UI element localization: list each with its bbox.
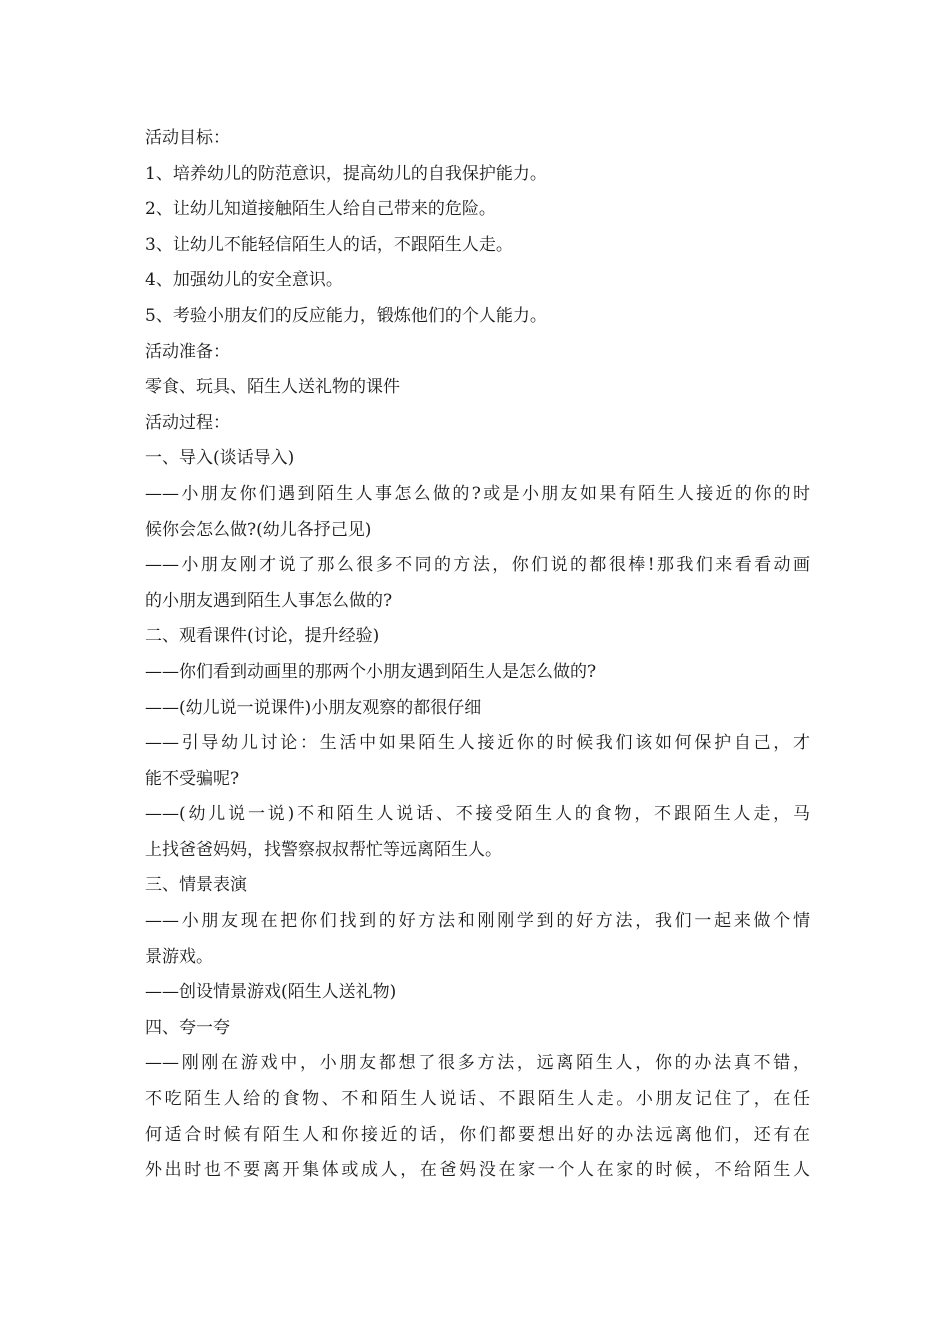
text-line: 能不受骗呢? [145, 768, 240, 789]
text-line: 何适合时候有陌生人和你接近的话，你们都要想出好的办法远离他们，还有在 [145, 1124, 810, 1145]
text-line: ——(幼儿说一说)不和陌生人说话、不接受陌生人的食物，不跟陌生人走，马 [145, 804, 810, 825]
text-line: 活动准备： [145, 341, 230, 362]
text-line: 上找爸爸妈妈，找警察叔叔帮忙等远离陌生人。 [145, 839, 502, 860]
text-line: 的小朋友遇到陌生人事怎么做的? [145, 590, 393, 611]
text-line: 景游戏。 [145, 946, 213, 967]
text-line: 3、让幼儿不能轻信陌生人的话，不跟陌生人走。 [145, 234, 513, 255]
text-line: 一、导入(谈话导入) [145, 448, 295, 469]
text-line: 三、情景表演 [145, 875, 247, 896]
text-line: 不吃陌生人给的食物、不和陌生人说话、不跟陌生人走。小朋友记住了，在任 [145, 1089, 810, 1110]
text-line: 5、考验小朋友们的反应能力，锻炼他们的个人能力。 [145, 305, 547, 326]
text-line: 4、加强幼儿的安全意识。 [145, 270, 343, 291]
text-line: 候你会怎么做?(幼儿各抒己见) [145, 519, 372, 540]
text-line: ——你们看到动画里的那两个小朋友遇到陌生人是怎么做的? [145, 661, 597, 682]
text-line: ——引导幼儿讨论：生活中如果陌生人接近你的时候我们该如何保护自己，才 [145, 733, 810, 754]
text-line: 四、夸一夸 [145, 1017, 230, 1038]
text-line: ——小朋友现在把你们找到的好方法和刚刚学到的好方法，我们一起来做个情 [145, 911, 810, 932]
text-line: 二、观看课件(讨论，提升经验) [145, 626, 380, 647]
text-line: 活动目标： [145, 128, 230, 148]
text-line: 2、让幼儿知道接触陌生人给自己带来的危险。 [145, 199, 496, 220]
text-line: 1、培养幼儿的防范意识，提高幼儿的自我保护能力。 [145, 163, 547, 184]
text-line: 活动过程： [145, 412, 230, 433]
text-line: 零食、玩具、陌生人送礼物的课件 [145, 377, 400, 398]
text-line: ——刚刚在游戏中，小朋友都想了很多方法，远离陌生人，你的办法真不错， [145, 1053, 810, 1074]
text-line: 外出时也不要离开集体或成人，在爸妈没在家一个人在家的时候，不给陌生人 [145, 1160, 810, 1181]
text-line: ——小朋友你们遇到陌生人事怎么做的?或是小朋友如果有陌生人接近的你的时 [145, 483, 810, 504]
text-line: ——(幼儿说一说课件)小朋友观察的都很仔细 [145, 697, 482, 718]
text-line: ——创设情景游戏(陌生人送礼物) [145, 982, 397, 1003]
document-body [145, 121, 810, 1189]
text-line: ——小朋友刚才说了那么很多不同的方法，你们说的都很棒!那我们来看看动画 [145, 555, 810, 576]
